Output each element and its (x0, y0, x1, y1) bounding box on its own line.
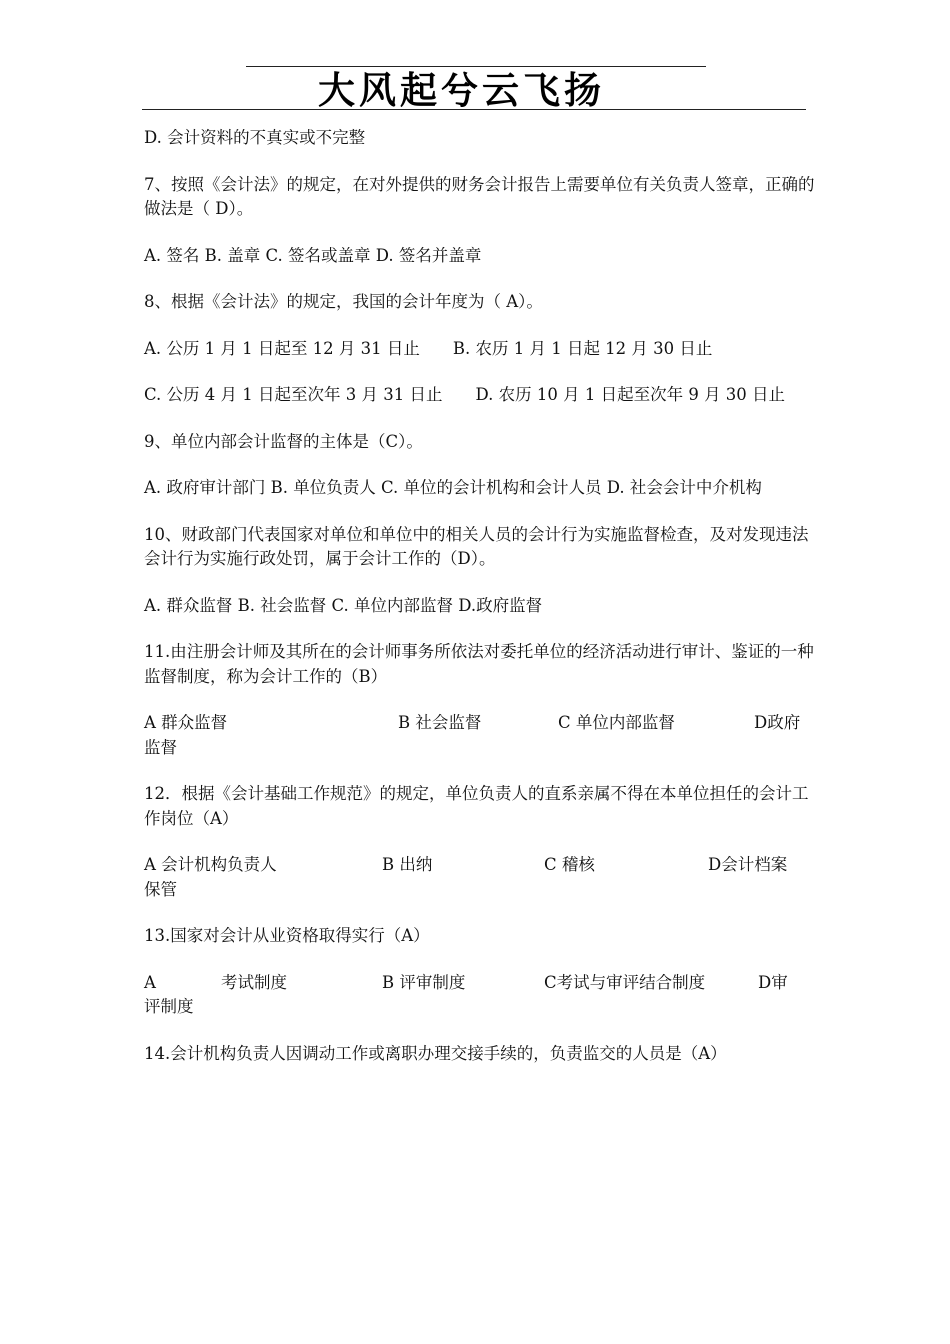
q11-option-a: A 群众监督 (144, 713, 228, 732)
q13-option-a-text: 考试制度 (221, 972, 287, 992)
question-12: 12．根据《会计基础工作规范》的规定，单位负责人的直系亲属不得在本单位担任的会计工作岗位（A） (144, 784, 809, 828)
q11-option-d-cont: 监督 (144, 737, 177, 757)
question-14: 14.会计机构负责人因调动工作或离职办理交接手续的，负责监交的人员是（A） (144, 1043, 727, 1063)
q13-option-b: B 评审制度 (382, 972, 466, 992)
q12-option-d: D会计档案 (708, 855, 788, 874)
question-10: 10、财政部门代表国家对单位和单位中的相关人员的会计行为实施监督检查，及对发现违法会计行为实施行政处罚，属于会计工作的（D）。 (144, 524, 809, 568)
q11-option-d: D政府 (754, 713, 801, 732)
q13-option-d-cont: 评制度 (144, 997, 194, 1016)
q12-option-a: A 会计机构负责人 (144, 855, 277, 874)
question-7: 7、按照《会计法》的规定，在对外提供的财务会计报告上需要单位有关负责人签章，正确的做法是（ D）。 (144, 174, 815, 218)
question-7-options: A. 签名 B. 盖章 C. 签名或盖章 D. 签名并盖章 (144, 245, 482, 265)
question-10-options: A. 群众监督 B. 社会监督 C. 单位内部监督 D.政府监督 (144, 595, 543, 615)
question-9: 9、单位内部会计监督的主体是（C）。 (144, 431, 423, 451)
header-rule-bottom (142, 109, 806, 110)
question-13-options (144, 971, 816, 1020)
header-title: 大风起兮云飞扬 (318, 68, 605, 112)
question-8-options-ab: A. 公历 1 月 1 日起至 12 月 31 日止 B. 农历 1 月 1 日起 12 月 30 日止 (144, 338, 713, 358)
question-8-options-cd: C. 公历 4 月 1 日起至次年 3 月 31 日止 D. 农历 10 月 1 日起至次年 9 月 30 日止 (144, 385, 786, 404)
document-body (144, 126, 816, 1088)
q12-option-b: B 出纳 (382, 855, 433, 874)
q12-option-c: C 稽核 (544, 855, 595, 874)
q13-option-c: C考试与审评结合制度 (544, 972, 706, 992)
question-13: 13.国家对会计从业资格取得实行（A） (144, 926, 430, 945)
q12-option-d-cont: 保管 (144, 879, 177, 899)
question-12-options (144, 853, 816, 902)
q13-option-a: A (144, 972, 156, 992)
question-9-options: A. 政府审计部门 B. 单位负责人 C. 单位的会计机构和会计人员 D. 社会会计中介机构 (144, 478, 762, 497)
answer-option-line: D. 会计资料的不真实或不完整 (144, 128, 366, 147)
question-11-options (144, 711, 816, 760)
q11-option-b: B 社会监督 (398, 713, 482, 732)
question-8: 8、根据《会计法》的规定，我国的会计年度为（ A）。 (144, 292, 543, 311)
header-rule-top (246, 66, 706, 67)
q13-option-d: D审 (758, 972, 788, 992)
question-11: 11.由注册会计师及其所在的会计师事务所依法对委托单位的经济活动进行审计、鉴证的一种监督制度，称为会计工作的（B） (144, 642, 814, 686)
q11-option-c: C 单位内部监督 (558, 713, 675, 732)
